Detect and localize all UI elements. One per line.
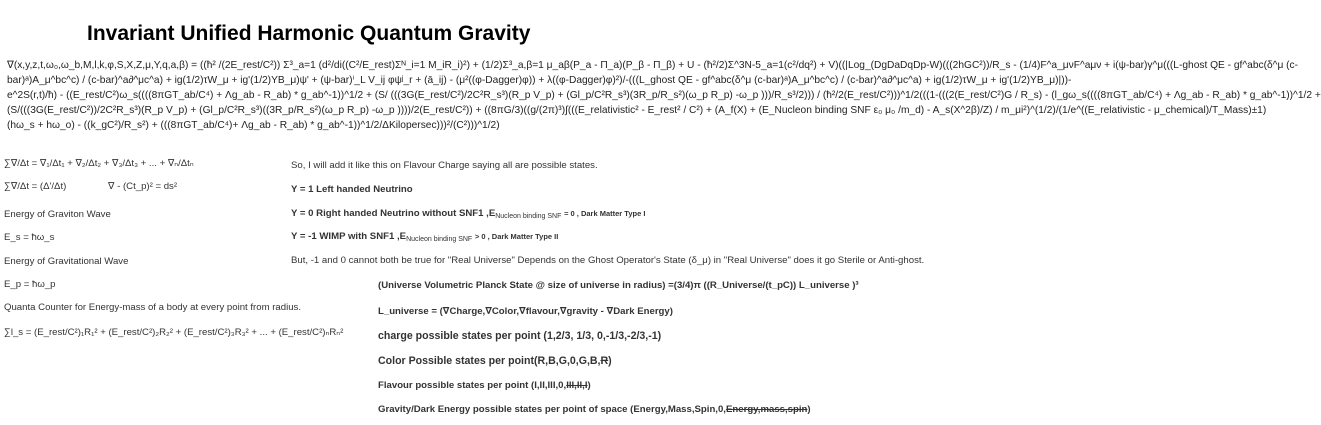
formula-line-4: (S/(((3G(E_rest/C²))/2C²R_s³)(R_p V_p) + (Gl_p/C²R_s³)((3R_p/R_s²)(ω_p R_p) -ω_p ))))/2(E_rest/C²)) + ((8πG/3)((g/(2π)³)∫(((E_relativistic² - E_rest² / C²) + (A_f(X) + (E_Nucleon binding SNF ε₀ μ₀ /m_d) - A_s(X^2β)/Z) / m_μi²)^(1/2)/(1/e^((E_relativistic - μ_chemical)/T_Mass)±1) bbox=[7, 105, 1267, 116]
sum-nabla-equation: ∑∇/Δt = ∇₁/Δt₁ + ∇₂/Δt₂ + ∇₃/Δt₃ + ... + ∇ₙ/Δtₙ bbox=[4, 158, 194, 169]
quanta-counter-equation: ∑l_s = (E_rest/C²)₁R₁² + (E_rest/C²)₂R₂² + (E_rest/C²)₃R₃² + ... + (E_rest/C²)ₙRₙ² bbox=[4, 327, 344, 338]
charge-states: charge possible states per point (1,2/3, 1/3, 0,-1/3,-2/3,-1) bbox=[378, 330, 662, 342]
spacetime-interval-equation: ∇ - (Ct_p)² = ds² bbox=[108, 181, 178, 192]
page-title: Invariant Unified Harmonic Quantum Gravity bbox=[87, 22, 531, 45]
graviton-energy-equation: E_s = ħω_s bbox=[4, 232, 55, 243]
flavour-states: Flavour possible states per point (I,II,III,0,III,II,I) bbox=[378, 380, 591, 391]
sum-nabla-ratio-equation: ∑∇/Δt = (Δ'/Δt) bbox=[4, 181, 67, 192]
formula-line-5: (hω_s + hω_o) - ((k_gC²)/R_s²) + (((8πGT_ab/C⁴)+ Λg_ab - R_ab) * g_ab^-1))^1/2/ΔKilopersec)))²/(C²)))^1/2) bbox=[7, 120, 500, 131]
color-states: Color Possible states per point(R,B,G,0,G,B,R) bbox=[378, 355, 612, 367]
y0-statement: Y = 0 Right handed Neutrino without SNF1 $,E_{Nucleon binding SNF} = 0$ , Dark Matter Type I bbox=[291, 208, 646, 220]
quanta-counter-label: Quanta Counter for Energy-mass of a body at every point from radius. bbox=[4, 302, 302, 313]
gravitational-energy-label: Energy of Gravitational Wave bbox=[4, 256, 129, 267]
flavour-intro: So, I will add it like this on Flavour Charge saying all are possible states. bbox=[291, 160, 598, 171]
ghost-operator-note: But, -1 and 0 cannot both be true for "Real Universe" Depends on the Ghost Operator's State (δ_μ) in "Real Universe" does it go Sterile or Anti-ghost. bbox=[291, 255, 925, 266]
gravitational-energy-equation: E_p = ħω_p bbox=[4, 279, 56, 290]
graviton-energy-label: Energy of Graviton Wave bbox=[4, 209, 111, 220]
formula-line-2: bar)ᵃ)A_μ^bc^c) / (c-bar)^a∂^μc^a) + ig(1/2)τW_μ + ig'(1/2)YB_μ)ψ' + (ψ-bar)ⁱ_L V_ij φψʲ_r + (ā_ij) - (μ²((φ-Dagger)φ)) + λ((φ-Dagger)φ)²)/-(((L_ghost QE - gf^abc(δ^μ (c-bar)ᵃ)A_μ^bc^c) / (c-bar)^a∂^μc^a) + ig(1/2)τW_μ + ig'(1/2)YB_μ)|))- bbox=[7, 75, 1072, 86]
gravity-states: Gravity/Dark Energy possible states per point of space (Energy,Mass,Spin,0,Energy,mass,spin) bbox=[378, 404, 811, 415]
formula-line-1: ∇(x,y,z,t,ω₀,ω_b,M,l,k,φ,S,X,Z,μ,Y,q,a,β) = ((ħ² /(2E_rest/C²)) Σ³_a=1 (d²/di((C²/E_rest)Σᴺ_i=1 M_iR_i)²) + (1/2)Σ³_a,β=1 μ_aβ(P_a - Π_a)(P_β - Π_β) + U - (ħ²/2)Σ^3N-5_a=1(c²/dq²) + V)((|Log_(DgDaDqDp-W)(((2hGC²))/R_s - (1/4)F^a_μνF^aμν + i(ψ-bar)γ^μ(((L-ghost QE - gf^abc(δ^μ (c- bbox=[7, 60, 1299, 71]
l-universe-equation: L_universe = (∇Charge,∇Color,∇flavour,∇gravity - ∇Dark Energy) bbox=[378, 306, 673, 317]
ym1-statement: Y = -1 WIMP with SNF1 $,E_{Nucleon binding SNF} > 0$ , Dark Matter Type II bbox=[291, 231, 559, 243]
formula-line-3: e^2S(r,t)/ħ) - ((E_rest/C²)ω_s((((8πGT_ab/C⁴) + Λg_ab - R_ab) * g_ab^-1))^1/2 + (S/ (((3G(E_rest/C²)/2C²R_s³)(R_p V_p) + (Gl_p/C²R_s³)(3R_p/R_s²)(ω_p R_p) -ω_p )))/R_s³/2))) / (ħ²/2(E_rest/C²)))^1/2(((1-(((2(E_rest/C²)G / R_s) - (l_gω_s((((8πGT_ab/C⁴) + Λg_ab - R_ab) * g_ab^-1))^1/2 + bbox=[7, 90, 1321, 101]
planck-state-equation: (Universe Volumetric Planck State @ size of universe in radius) =(3/4)π ((R_Universe/(t_pC)) L_universe )³ bbox=[378, 280, 859, 291]
y1-statement: Y = 1 Left handed Neutrino bbox=[291, 184, 413, 195]
